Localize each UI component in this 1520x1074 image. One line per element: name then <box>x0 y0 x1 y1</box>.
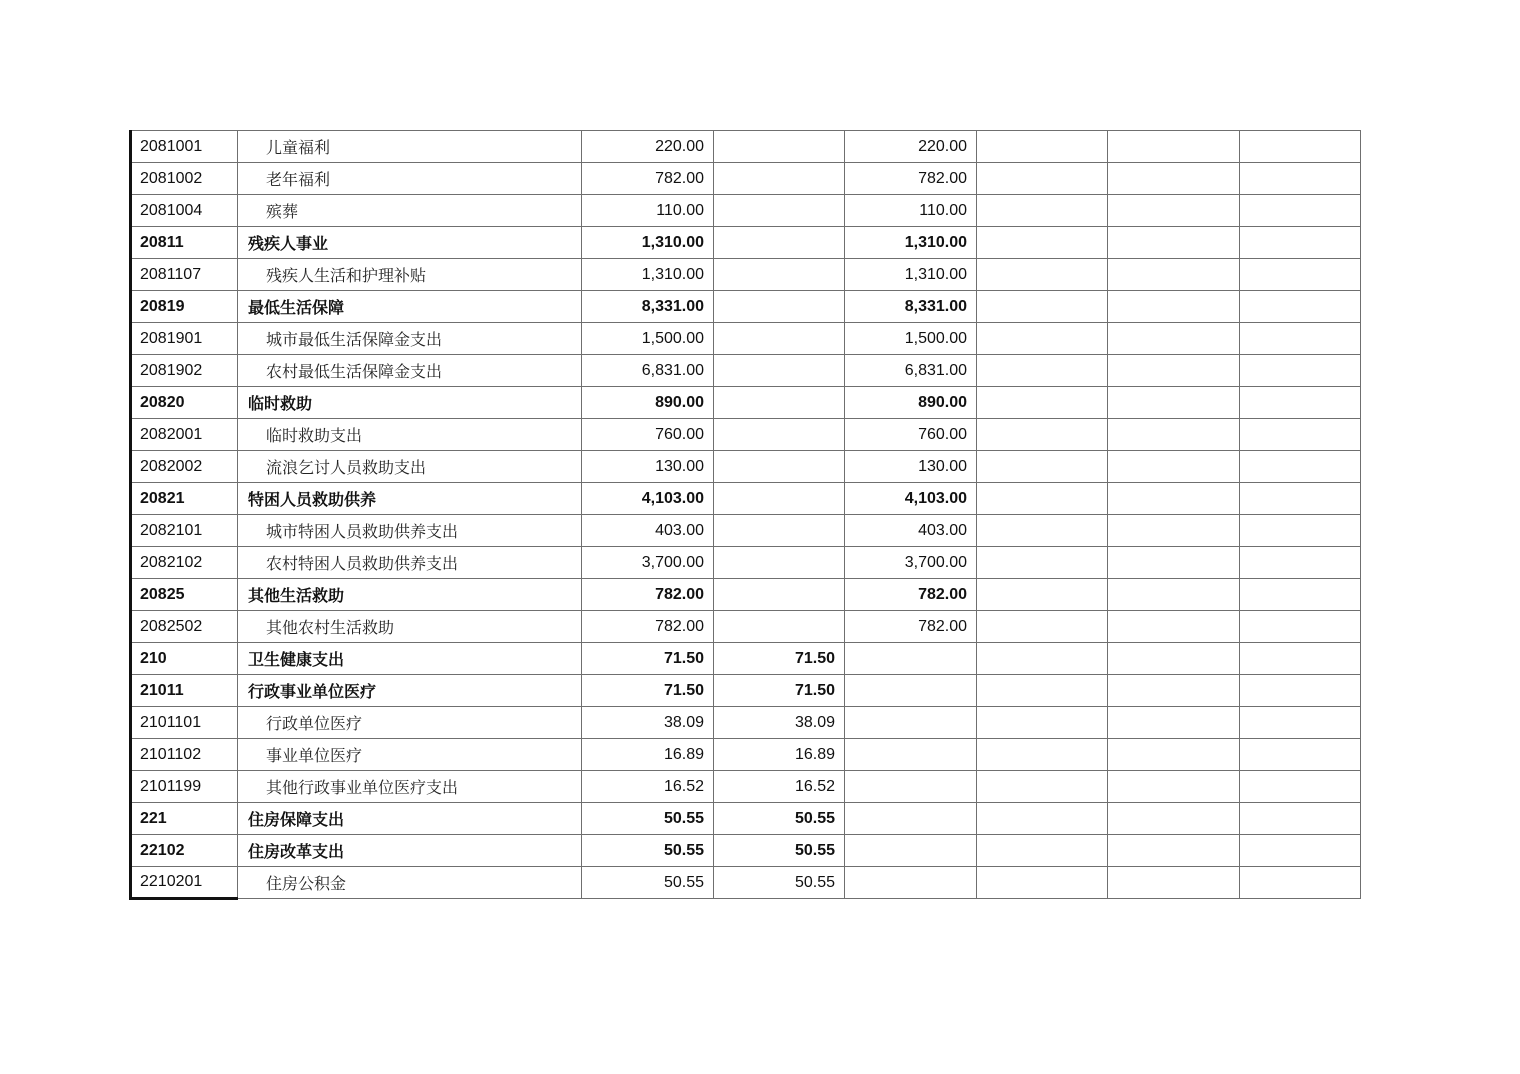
row-name: 其他生活救助 <box>238 579 582 611</box>
row-code: 2081107 <box>131 259 238 291</box>
row-name: 殡葬 <box>238 195 582 227</box>
row-empty-cell <box>1240 771 1361 803</box>
row-basic: 71.50 <box>714 675 845 707</box>
row-empty-cell <box>1108 867 1240 899</box>
row-code: 2081004 <box>131 195 238 227</box>
row-total: 1,310.00 <box>582 227 714 259</box>
table-row <box>131 835 1361 867</box>
row-name: 农村特困人员救助供养支出 <box>238 547 582 579</box>
row-empty-cell <box>977 675 1108 707</box>
row-code: 20825 <box>131 579 238 611</box>
row-basic: 71.50 <box>714 643 845 675</box>
row-total: 38.09 <box>582 707 714 739</box>
row-empty-cell <box>1108 579 1240 611</box>
row-empty-cell <box>977 483 1108 515</box>
row-empty-cell <box>1240 355 1361 387</box>
row-code: 221 <box>131 803 238 835</box>
table-row <box>131 867 1361 899</box>
row-project: 890.00 <box>845 387 977 419</box>
row-empty-cell <box>1108 195 1240 227</box>
row-empty-cell <box>977 451 1108 483</box>
table-row <box>131 547 1361 579</box>
row-project <box>845 675 977 707</box>
budget-table <box>129 130 1361 900</box>
row-basic: 16.89 <box>714 739 845 771</box>
row-empty-cell <box>1240 803 1361 835</box>
row-empty-cell <box>1108 419 1240 451</box>
row-empty-cell <box>1108 803 1240 835</box>
row-empty-cell <box>977 387 1108 419</box>
row-basic <box>714 259 845 291</box>
row-project: 130.00 <box>845 451 977 483</box>
row-basic: 38.09 <box>714 707 845 739</box>
row-project: 110.00 <box>845 195 977 227</box>
row-name: 流浪乞讨人员救助支出 <box>238 451 582 483</box>
row-empty-cell <box>1108 707 1240 739</box>
row-total: 890.00 <box>582 387 714 419</box>
row-empty-cell <box>1108 323 1240 355</box>
row-empty-cell <box>1108 643 1240 675</box>
row-empty-cell <box>1240 227 1361 259</box>
row-empty-cell <box>1108 163 1240 195</box>
row-project: 760.00 <box>845 419 977 451</box>
row-empty-cell <box>1240 483 1361 515</box>
table-row <box>131 163 1361 195</box>
row-empty-cell <box>977 867 1108 899</box>
row-empty-cell <box>1108 515 1240 547</box>
row-code: 2081902 <box>131 355 238 387</box>
row-name: 临时救助 <box>238 387 582 419</box>
row-code: 210 <box>131 643 238 675</box>
row-name: 行政事业单位医疗 <box>238 675 582 707</box>
row-empty-cell <box>1108 771 1240 803</box>
row-total: 403.00 <box>582 515 714 547</box>
row-empty-cell <box>1240 579 1361 611</box>
row-project: 1,500.00 <box>845 323 977 355</box>
row-total: 1,500.00 <box>582 323 714 355</box>
row-project <box>845 867 977 899</box>
row-empty-cell <box>1108 131 1240 163</box>
row-empty-cell <box>977 835 1108 867</box>
row-code: 21011 <box>131 675 238 707</box>
row-total: 110.00 <box>582 195 714 227</box>
row-name: 事业单位医疗 <box>238 739 582 771</box>
row-empty-cell <box>1108 483 1240 515</box>
row-empty-cell <box>1240 515 1361 547</box>
row-project <box>845 803 977 835</box>
row-basic <box>714 355 845 387</box>
row-empty-cell <box>977 771 1108 803</box>
table-row <box>131 387 1361 419</box>
row-name: 残疾人事业 <box>238 227 582 259</box>
table-row <box>131 131 1361 163</box>
row-code: 2082102 <box>131 547 238 579</box>
row-empty-cell <box>977 611 1108 643</box>
row-code: 2101101 <box>131 707 238 739</box>
row-total: 6,831.00 <box>582 355 714 387</box>
row-project: 4,103.00 <box>845 483 977 515</box>
row-code: 2101199 <box>131 771 238 803</box>
row-empty-cell <box>1240 867 1361 899</box>
row-code: 2082101 <box>131 515 238 547</box>
row-code: 2082002 <box>131 451 238 483</box>
row-total: 760.00 <box>582 419 714 451</box>
row-code: 2210201 <box>131 867 238 899</box>
row-basic <box>714 227 845 259</box>
row-empty-cell <box>1108 291 1240 323</box>
row-name: 老年福利 <box>238 163 582 195</box>
row-project: 220.00 <box>845 131 977 163</box>
table-row <box>131 707 1361 739</box>
row-name: 儿童福利 <box>238 131 582 163</box>
row-total: 782.00 <box>582 611 714 643</box>
row-empty-cell <box>977 803 1108 835</box>
row-basic: 50.55 <box>714 867 845 899</box>
table-row <box>131 291 1361 323</box>
row-name: 临时救助支出 <box>238 419 582 451</box>
row-name: 残疾人生活和护理补贴 <box>238 259 582 291</box>
row-empty-cell <box>977 355 1108 387</box>
table-row <box>131 323 1361 355</box>
row-basic: 50.55 <box>714 835 845 867</box>
row-basic <box>714 163 845 195</box>
row-code: 20821 <box>131 483 238 515</box>
row-basic <box>714 419 845 451</box>
row-total: 50.55 <box>582 803 714 835</box>
table-row <box>131 643 1361 675</box>
row-empty-cell <box>1240 835 1361 867</box>
row-empty-cell <box>977 707 1108 739</box>
row-project: 782.00 <box>845 611 977 643</box>
row-project: 782.00 <box>845 579 977 611</box>
row-project: 782.00 <box>845 163 977 195</box>
row-code: 20820 <box>131 387 238 419</box>
row-name: 最低生活保障 <box>238 291 582 323</box>
row-empty-cell <box>1240 707 1361 739</box>
row-basic <box>714 323 845 355</box>
row-empty-cell <box>977 195 1108 227</box>
row-total: 220.00 <box>582 131 714 163</box>
row-project <box>845 771 977 803</box>
row-code: 2081901 <box>131 323 238 355</box>
row-total: 1,310.00 <box>582 259 714 291</box>
row-empty-cell <box>1240 131 1361 163</box>
row-empty-cell <box>1240 323 1361 355</box>
table-row <box>131 579 1361 611</box>
row-empty-cell <box>977 643 1108 675</box>
row-total: 8,331.00 <box>582 291 714 323</box>
row-empty-cell <box>1240 419 1361 451</box>
row-empty-cell <box>977 163 1108 195</box>
row-empty-cell <box>1240 643 1361 675</box>
row-total: 782.00 <box>582 579 714 611</box>
row-project: 3,700.00 <box>845 547 977 579</box>
row-empty-cell <box>1108 355 1240 387</box>
table-row <box>131 771 1361 803</box>
row-project <box>845 643 977 675</box>
row-empty-cell <box>1240 611 1361 643</box>
row-basic <box>714 515 845 547</box>
row-name: 卫生健康支出 <box>238 643 582 675</box>
row-project: 6,831.00 <box>845 355 977 387</box>
row-basic <box>714 547 845 579</box>
table-body <box>131 131 1361 899</box>
row-project: 403.00 <box>845 515 977 547</box>
row-basic: 16.52 <box>714 771 845 803</box>
row-empty-cell <box>1108 835 1240 867</box>
row-empty-cell <box>1108 739 1240 771</box>
row-empty-cell <box>1240 547 1361 579</box>
row-total: 130.00 <box>582 451 714 483</box>
row-project <box>845 707 977 739</box>
row-empty-cell <box>1240 675 1361 707</box>
row-empty-cell <box>1108 259 1240 291</box>
table-row <box>131 515 1361 547</box>
row-empty-cell <box>977 515 1108 547</box>
row-basic <box>714 451 845 483</box>
row-project: 1,310.00 <box>845 259 977 291</box>
row-basic <box>714 579 845 611</box>
row-name: 城市最低生活保障金支出 <box>238 323 582 355</box>
row-code: 22102 <box>131 835 238 867</box>
row-empty-cell <box>977 291 1108 323</box>
table-row <box>131 803 1361 835</box>
table-row <box>131 259 1361 291</box>
row-name: 城市特困人员救助供养支出 <box>238 515 582 547</box>
row-empty-cell <box>977 579 1108 611</box>
row-basic <box>714 291 845 323</box>
row-empty-cell <box>977 323 1108 355</box>
table-row <box>131 611 1361 643</box>
row-basic <box>714 483 845 515</box>
row-code: 2081001 <box>131 131 238 163</box>
row-code: 20819 <box>131 291 238 323</box>
row-name: 住房公积金 <box>238 867 582 899</box>
row-total: 71.50 <box>582 675 714 707</box>
row-empty-cell <box>1240 291 1361 323</box>
row-name: 行政单位医疗 <box>238 707 582 739</box>
row-empty-cell <box>1108 227 1240 259</box>
row-total: 16.89 <box>582 739 714 771</box>
row-project: 8,331.00 <box>845 291 977 323</box>
row-empty-cell <box>1108 451 1240 483</box>
row-name: 其他农村生活救助 <box>238 611 582 643</box>
row-total: 50.55 <box>582 835 714 867</box>
row-code: 2101102 <box>131 739 238 771</box>
row-empty-cell <box>977 739 1108 771</box>
row-empty-cell <box>1240 451 1361 483</box>
row-empty-cell <box>1240 195 1361 227</box>
row-empty-cell <box>1108 547 1240 579</box>
table-row <box>131 419 1361 451</box>
row-empty-cell <box>1240 387 1361 419</box>
row-empty-cell <box>977 131 1108 163</box>
row-empty-cell <box>977 419 1108 451</box>
table-row <box>131 451 1361 483</box>
row-total: 16.52 <box>582 771 714 803</box>
table-row <box>131 355 1361 387</box>
row-name: 其他行政事业单位医疗支出 <box>238 771 582 803</box>
row-name: 住房改革支出 <box>238 835 582 867</box>
row-code: 2082502 <box>131 611 238 643</box>
row-total: 50.55 <box>582 867 714 899</box>
row-project <box>845 739 977 771</box>
row-total: 782.00 <box>582 163 714 195</box>
row-total: 4,103.00 <box>582 483 714 515</box>
row-empty-cell <box>977 547 1108 579</box>
table-row <box>131 675 1361 707</box>
table-row <box>131 483 1361 515</box>
row-empty-cell <box>977 259 1108 291</box>
row-basic <box>714 611 845 643</box>
row-empty-cell <box>1240 259 1361 291</box>
row-total: 3,700.00 <box>582 547 714 579</box>
row-code: 2082001 <box>131 419 238 451</box>
row-empty-cell <box>1240 163 1361 195</box>
row-project <box>845 835 977 867</box>
row-basic <box>714 131 845 163</box>
row-basic: 50.55 <box>714 803 845 835</box>
row-total: 71.50 <box>582 643 714 675</box>
row-empty-cell <box>1108 387 1240 419</box>
row-basic <box>714 387 845 419</box>
table-row <box>131 739 1361 771</box>
row-basic <box>714 195 845 227</box>
table-row <box>131 227 1361 259</box>
row-empty-cell <box>1240 739 1361 771</box>
row-code: 20811 <box>131 227 238 259</box>
row-name: 住房保障支出 <box>238 803 582 835</box>
table-row <box>131 195 1361 227</box>
row-empty-cell <box>1108 611 1240 643</box>
row-project: 1,310.00 <box>845 227 977 259</box>
row-code: 2081002 <box>131 163 238 195</box>
row-empty-cell <box>1108 675 1240 707</box>
row-empty-cell <box>977 227 1108 259</box>
row-name: 特困人员救助供养 <box>238 483 582 515</box>
row-name: 农村最低生活保障金支出 <box>238 355 582 387</box>
